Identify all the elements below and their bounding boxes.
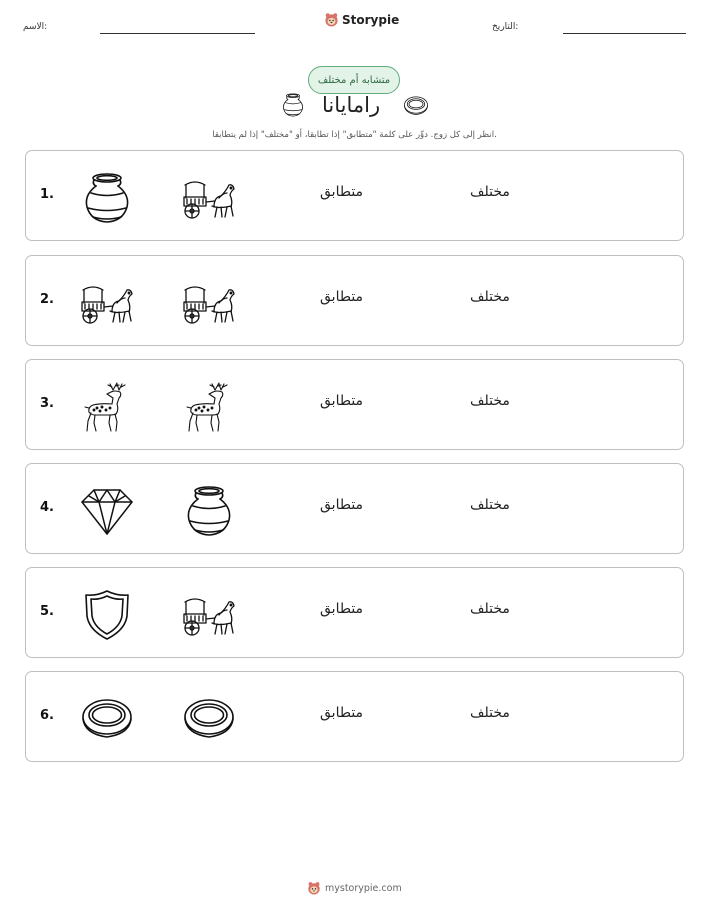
pot-icon xyxy=(79,171,135,225)
logo-text: Storypie xyxy=(342,12,400,27)
logo xyxy=(324,12,399,27)
date-label: التاريخ: xyxy=(492,22,519,32)
footer-url[interactable]: mystorypie.com xyxy=(325,882,402,894)
same-option[interactable]: متطابق xyxy=(320,497,364,513)
name-line[interactable] xyxy=(100,33,255,34)
date-line[interactable] xyxy=(563,33,686,34)
same-option[interactable]: متطابق xyxy=(320,184,364,200)
storypie-mascot-icon xyxy=(324,12,339,27)
question-number: 4. xyxy=(40,500,54,515)
question-row xyxy=(25,567,684,658)
different-option[interactable]: مختلف xyxy=(470,601,510,617)
chariot-icon xyxy=(79,276,135,330)
question-row xyxy=(25,463,684,554)
question-row xyxy=(25,671,684,762)
ring-icon xyxy=(181,692,237,746)
same-option[interactable]: متطابق xyxy=(320,705,364,721)
same-option[interactable]: متطابق xyxy=(320,393,364,409)
question-row xyxy=(25,150,684,241)
different-option[interactable]: مختلف xyxy=(470,705,510,721)
different-option[interactable]: مختلف xyxy=(470,289,510,305)
different-option[interactable]: مختلف xyxy=(470,393,510,409)
question-row xyxy=(25,359,684,450)
question-number: 3. xyxy=(40,396,54,411)
shield-icon xyxy=(79,588,135,642)
question-row xyxy=(25,255,684,346)
question-number: 2. xyxy=(40,292,54,307)
footer xyxy=(307,881,402,895)
topic-badge: متشابه أم مختلف xyxy=(308,66,400,94)
gem-icon xyxy=(79,484,135,538)
deer-icon xyxy=(181,380,237,434)
same-option[interactable]: متطابق xyxy=(320,601,364,617)
question-number: 6. xyxy=(40,708,54,723)
same-option[interactable]: متطابق xyxy=(320,289,364,305)
question-number: 1. xyxy=(40,187,54,202)
question-number: 5. xyxy=(40,604,54,619)
instructions: انظر إلى كل زوج. دوِّر على كلمة "متطابق" إذا تطابقا، أو "مختلف" إذا لم يتطابقا. xyxy=(212,130,497,140)
chariot-icon xyxy=(181,588,237,642)
page-title: رامايانا xyxy=(322,93,381,117)
different-option[interactable]: مختلف xyxy=(470,184,510,200)
different-option[interactable]: مختلف xyxy=(470,497,510,513)
ring-icon xyxy=(401,93,431,119)
ring-icon xyxy=(79,692,135,746)
pot-icon xyxy=(181,484,237,538)
pot-icon xyxy=(280,92,306,118)
storypie-mascot-icon xyxy=(307,881,321,895)
chariot-icon xyxy=(181,171,237,225)
chariot-icon xyxy=(181,276,237,330)
deer-icon xyxy=(79,380,135,434)
name-label: الاسم: xyxy=(23,22,48,32)
